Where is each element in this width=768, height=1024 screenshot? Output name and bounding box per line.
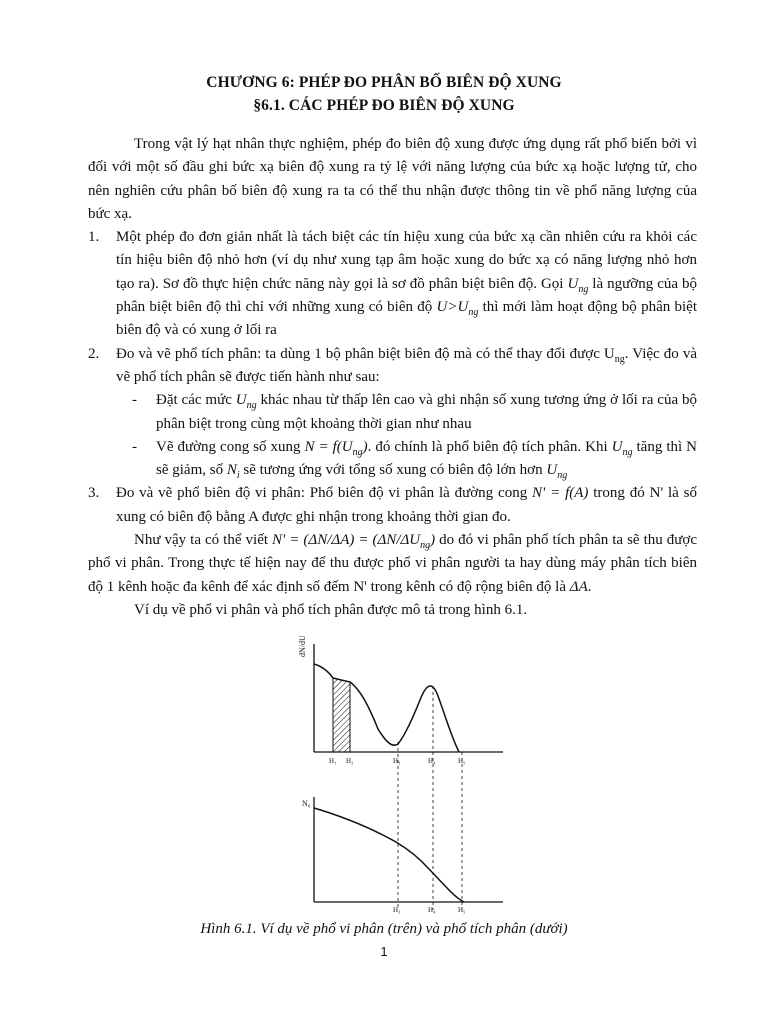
list-item: 2. Đo và vẽ phổ tích phân: ta dùng 1 bộ phân biệt biên độ mà có thể thay đổi được $U_{ng}$. Việc đo và vẽ phổ tích phân sẽ được tiến hành như sau: [88, 343, 697, 390]
tick-label: H₅ [458, 757, 466, 765]
page-number: 1 [380, 944, 388, 959]
integral-spectrum-plot [302, 797, 503, 914]
list-number: 1. [88, 229, 100, 246]
tick-label: H₅ [458, 906, 466, 914]
intro-paragraph: Trong vật lý hạt nhân thực nghiệm, phép đo biên độ xung được ứng dụng rất phổ biến bởi vì đối với một số đầu ghi bức xạ biên độ xung ra tỷ lệ với năng lượng của bức xạ hoặc lượng tử, cho nên nghiên cứu phân bố biên độ xung ra ta có thể thu nhận được thông tin về phổ năng lượng của bức xạ. [88, 136, 697, 222]
tick-label: H₄ [428, 757, 436, 765]
hatched-region [333, 678, 350, 752]
chapter-title: CHƯƠNG 6: PHÉP ĐO PHÂN BỐ BIÊN ĐỘ XUNG [206, 74, 562, 91]
section-title: §6.1. CÁC PHÉP ĐO BIÊN ĐỘ XUNG [253, 97, 515, 114]
tick-label: H₂ [346, 757, 354, 765]
paragraph-3: Ví dụ về phổ vi phân và phổ tích phân được mô tả trong hình 6.1. [134, 601, 528, 618]
bottom-y-axis-label: N₀ [302, 799, 311, 808]
tick-label: H₄ [428, 906, 436, 914]
spectrum-figure [296, 630, 516, 915]
integral-curve [314, 808, 464, 902]
sub-item: - Vẽ đường cong số xung $N = f(U_{ng})$. đó chính là phổ biên độ tích phân. Khi $U_{ng}$ tăng thì N sẽ giảm, số $N_i$ sẽ tương ứng với tổng số xung có biên độ lớn hơn $U_{ng}$ [88, 436, 697, 483]
list-number: 2. [88, 345, 100, 362]
list-item: 1. Một phép đo đơn giản nhất là tách biệt các tín hiệu xung của bức xạ cần nhiên cứu ra khỏi các tín hiệu biên độ nhỏ hơn (ví dụ như xung tạp âm hoặc xung do bức xạ có năng lượng nhỏ hơn tạo ra). Sơ đồ thực hiện chức năng này gọi là sơ đồ phân biệt biên độ. Gọi $U_{ng}$ là ngưỡng của bộ phân biệt biên độ thì chỉ với những xung có biên độ $U>U_{ng}$ thì mới làm hoạt động bộ phân biệt biên độ và có xung ở lối ra [88, 226, 697, 342]
sub-item: - Đặt các mức $U_{ng}$ khác nhau từ thấp lên cao và ghi nhận số xung tương ứng ở lối ra của bộ phân biệt trong cùng một khoảng thời gian như nhau [88, 389, 697, 436]
tick-label: H₃ [393, 757, 401, 765]
list-number: 3. [88, 485, 100, 502]
list-item: 3. Đo và vẽ phổ biên độ vi phân: Phổ biên độ vi phân là đường cong N' = f(A) trong đó N' là số xung có biên độ bằng A được ghi nhận trong khoảng thời gian đo. [88, 482, 697, 529]
differential-spectrum-plot [298, 635, 503, 910]
paragraph-2: Như vậy ta có thể viết $N' = (\Delta N/\Delta A) = (\Delta N/\Delta U_{ng})$ do đó vi phân phổ tích phân ta sẽ thu được phổ vi phân. Trong thực tế hiện nay để thu được phổ vi phân người ta hay dùng máy phân tích biên độ 1 kênh hoặc đa kênh để xác định số đếm N' trong kênh có độ rộng biên độ là ΔA. [88, 532, 698, 595]
body-text [88, 133, 697, 622]
tick-label: H₁ [329, 757, 337, 765]
tick-label: H₃ [393, 906, 401, 914]
figure-caption: Hình 6.1. Ví dụ về phổ vi phân (trên) và phổ tích phân (dưới) [200, 921, 568, 937]
bullet-dash: - [132, 438, 137, 455]
top-y-axis-label: dN/dU [298, 635, 307, 657]
bullet-dash: - [132, 392, 137, 409]
